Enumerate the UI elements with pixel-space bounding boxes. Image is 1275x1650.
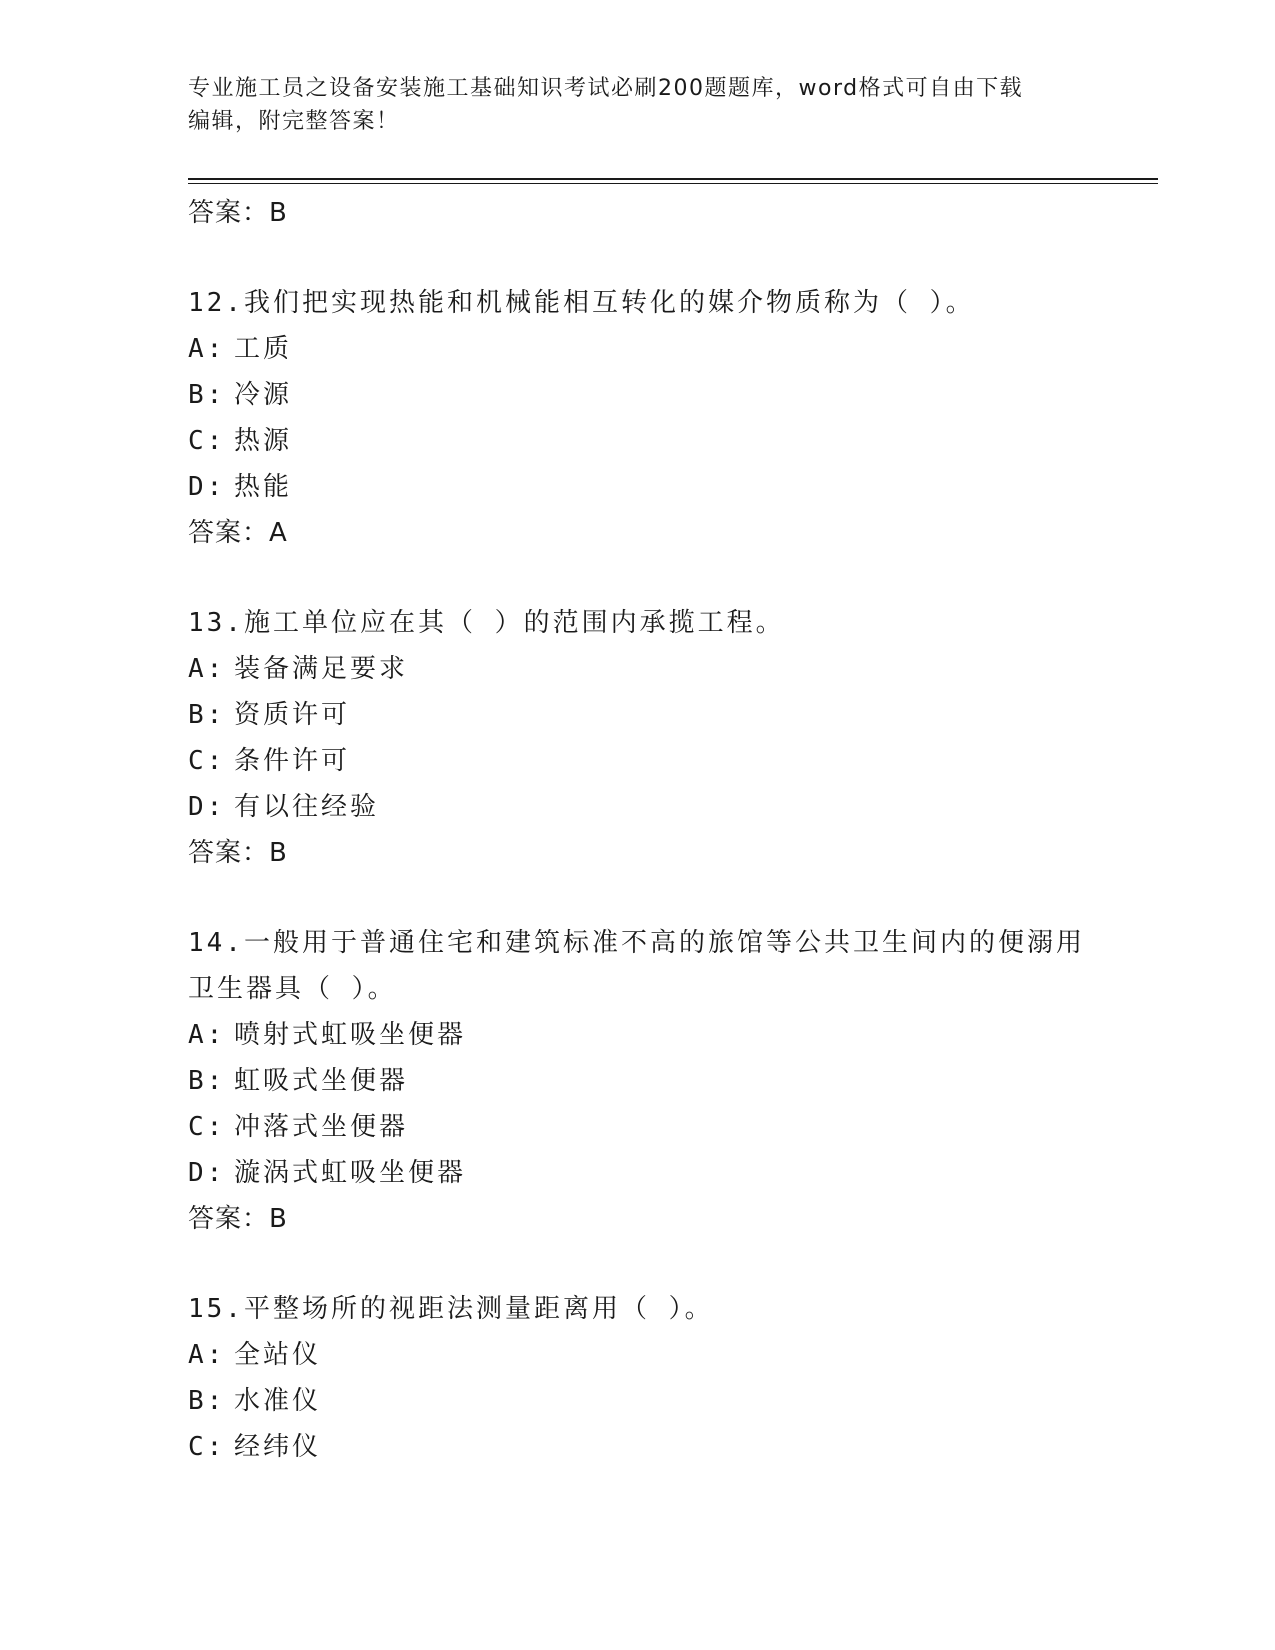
answer-line: 答案：B — [188, 198, 288, 228]
option-b — [188, 1058, 1088, 1104]
option-letter: C: — [188, 746, 226, 776]
option-d — [188, 464, 1088, 510]
option-text: 全站仪 — [234, 1340, 322, 1370]
question-title: 13.施工单位应在其（ ）的范围内承揽工程。 — [188, 608, 785, 638]
option-text: 热能 — [234, 472, 293, 502]
option-text: 工质 — [234, 334, 293, 364]
option-letter: C: — [188, 1112, 226, 1142]
option-a — [188, 326, 1088, 372]
document-header — [188, 72, 1088, 138]
option-text: 热源 — [234, 426, 293, 456]
question-title: 14.一般用于普通住宅和建筑标准不高的旅馆等公共卫生间内的便溺用 — [188, 928, 1085, 958]
option-b — [188, 692, 1088, 738]
option-text: 装备满足要求 — [234, 654, 409, 684]
option-letter: A: — [188, 1340, 226, 1370]
option-letter: D: — [188, 1158, 226, 1188]
option-c — [188, 1424, 1088, 1470]
option-d — [188, 784, 1088, 830]
answer-line: 答案：B — [188, 838, 288, 868]
header-divider-thin — [188, 183, 1158, 184]
option-text: 条件许可 — [234, 746, 351, 776]
option-text: 有以往经验 — [234, 792, 380, 822]
option-letter: D: — [188, 472, 226, 502]
question-block — [188, 600, 1088, 876]
question-block — [188, 280, 1088, 556]
option-c — [188, 1104, 1088, 1150]
option-text: 虹吸式坐便器 — [234, 1066, 409, 1096]
option-letter: B: — [188, 1066, 226, 1096]
header-line-2: 编辑，附完整答案！ — [188, 109, 400, 134]
option-c — [188, 418, 1088, 464]
option-text: 冷源 — [234, 380, 293, 410]
option-text: 漩涡式虹吸坐便器 — [234, 1158, 467, 1188]
option-letter: B: — [188, 1386, 226, 1416]
option-a — [188, 646, 1088, 692]
option-letter: B: — [188, 380, 226, 410]
option-text: 经纬仪 — [234, 1432, 322, 1462]
option-a — [188, 1332, 1088, 1378]
answer-line: 答案：B — [188, 1204, 288, 1234]
option-b — [188, 372, 1088, 418]
option-text: 冲落式坐便器 — [234, 1112, 409, 1142]
option-text: 水准仪 — [234, 1386, 322, 1416]
option-letter: A: — [188, 1020, 226, 1050]
option-text: 资质许可 — [234, 700, 351, 730]
option-c — [188, 738, 1088, 784]
option-a — [188, 1012, 1088, 1058]
option-d — [188, 1150, 1088, 1196]
option-text: 喷射式虹吸坐便器 — [234, 1020, 467, 1050]
option-letter: B: — [188, 700, 226, 730]
header-divider-thick — [188, 178, 1158, 180]
question-block — [188, 920, 1088, 1242]
question-title-continued: 卫生器具（ ）。 — [188, 974, 397, 1004]
option-b — [188, 1378, 1088, 1424]
question-title: 12.我们把实现热能和机械能相互转化的媒介物质称为（ ）。 — [188, 288, 975, 318]
option-letter: C: — [188, 1432, 226, 1462]
answer-line: 答案：A — [188, 518, 288, 548]
question-list — [188, 190, 1088, 1470]
option-letter: A: — [188, 334, 226, 364]
question-title: 15.平整场所的视距法测量距离用（ ）。 — [188, 1294, 714, 1324]
option-letter: C: — [188, 426, 226, 456]
header-line-1: 专业施工员之设备安装施工基础知识考试必刷200题题库，word格式可自由下载 — [188, 76, 1024, 101]
question-block — [188, 1286, 1088, 1470]
option-letter: D: — [188, 792, 226, 822]
option-letter: A: — [188, 654, 226, 684]
